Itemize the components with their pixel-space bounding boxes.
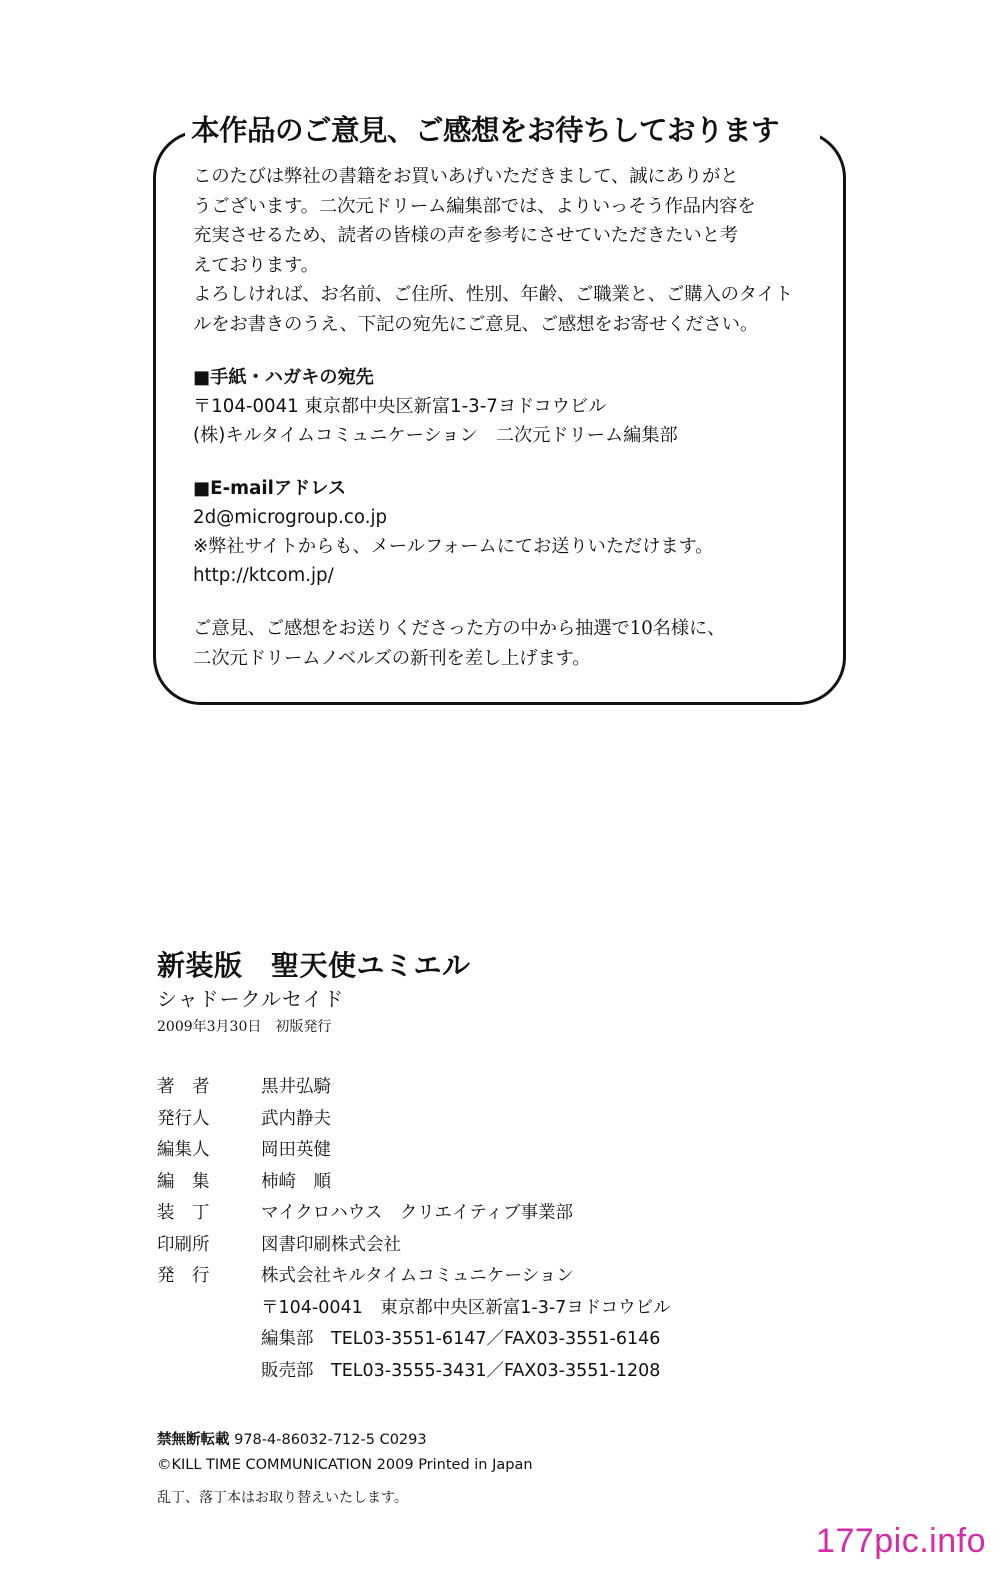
email-address[interactable]: 2d@microgroup.co.jp [193, 507, 388, 528]
copyright-line: ©KILL TIME COMMUNICATION 2009 Printed in Japan [157, 1457, 533, 1473]
credit-label: 発 行 [157, 1266, 210, 1286]
mail-section [193, 363, 813, 450]
isbn-label: 禁無断転載 [157, 1432, 230, 1448]
intro-line: 充実させるため、読者の皆様の声を参考にさせていただきたいと考 [193, 225, 738, 246]
replacement-note: 乱丁、落丁本はお取り替えいたします。 [157, 1490, 408, 1506]
credit-label: 編集人 [157, 1140, 210, 1160]
credit-label: 装 丁 [157, 1203, 210, 1223]
book-title: 新装版 聖天使ユミエル [157, 949, 471, 982]
credit-value: 〒104-0041 東京都中央区新富1-3-7ヨドコウビル [261, 1297, 671, 1318]
email-section [193, 474, 813, 590]
feedback-box-body [193, 162, 813, 673]
prize-line: ご意見、ご感想をお送りくださった方の中から抽選で10名様に、 [193, 618, 726, 639]
credit-value: 編集部 TEL03-3551-6147／FAX03-3551-6146 [261, 1329, 661, 1349]
credit-value: 図書印刷株式会社 [261, 1234, 401, 1255]
credit-value: 黒井弘騎 [261, 1077, 331, 1097]
intro-line: よろしければ、お名前、ご住所、性別、年齢、ご職業と、ご購入のタイト [193, 284, 793, 305]
intro-line: ルをお書きのうえ、下記の宛先にご意見、ご感想をお寄せください。 [193, 313, 759, 335]
book-subtitle: シャドークルセイド [157, 987, 345, 1011]
credit-value: 武内静夫 [261, 1108, 331, 1129]
credit-value: 岡田英健 [261, 1140, 331, 1160]
credit-value: 柿崎 順 [261, 1171, 331, 1192]
prize-paragraph [193, 614, 813, 673]
feedback-box-title: 本作品のご意見、ご感想をお待ちしております [185, 108, 820, 149]
website-link[interactable]: http://ktcom.jp/ [193, 565, 334, 586]
mail-recipient: (株)キルタイムコミュニケーション 二次元ドリーム編集部 [193, 425, 678, 446]
publication-date: 2009年3月30日 初版発行 [157, 1019, 332, 1035]
credit-value: 販売部 TEL03-3555-3431／FAX03-3551-1208 [261, 1360, 661, 1381]
email-note: ※弊社サイトからも、メールフォームにてお送りいただけます。 [193, 536, 714, 557]
intro-paragraph [193, 162, 813, 339]
email-heading: ■E-mailアドレス [193, 478, 347, 499]
intro-line: えております。 [193, 254, 319, 276]
credit-label: 印刷所 [157, 1234, 210, 1255]
prize-line: 二次元ドリームノベルズの新刊を差し上げます。 [193, 647, 591, 669]
credit-value: マイクロハウス クリエイティブ事業部 [261, 1203, 574, 1223]
watermark: 177pic.info [816, 1522, 986, 1560]
isbn-line [157, 1428, 533, 1453]
credit-value: 株式会社キルタイムコミュニケーション [261, 1266, 574, 1286]
isbn-number: 978-4-86032-712-5 C0293 [234, 1432, 427, 1448]
credit-label: 編 集 [157, 1171, 210, 1192]
credit-label: 発行人 [157, 1108, 210, 1129]
intro-line: うございます。二次元ドリーム編集部では、よりいっそう作品内容を [193, 195, 756, 217]
mail-heading: ■手紙・ハガキの宛先 [193, 367, 374, 388]
credit-label: 著 者 [157, 1077, 210, 1097]
colophon-footer [157, 1428, 533, 1511]
intro-line: このたびは弊社の書籍をお買いあげいただきまして、誠にありがと [193, 166, 739, 187]
mail-address: 〒104-0041 東京都中央区新富1-3-7ヨドコウビル [193, 396, 607, 417]
